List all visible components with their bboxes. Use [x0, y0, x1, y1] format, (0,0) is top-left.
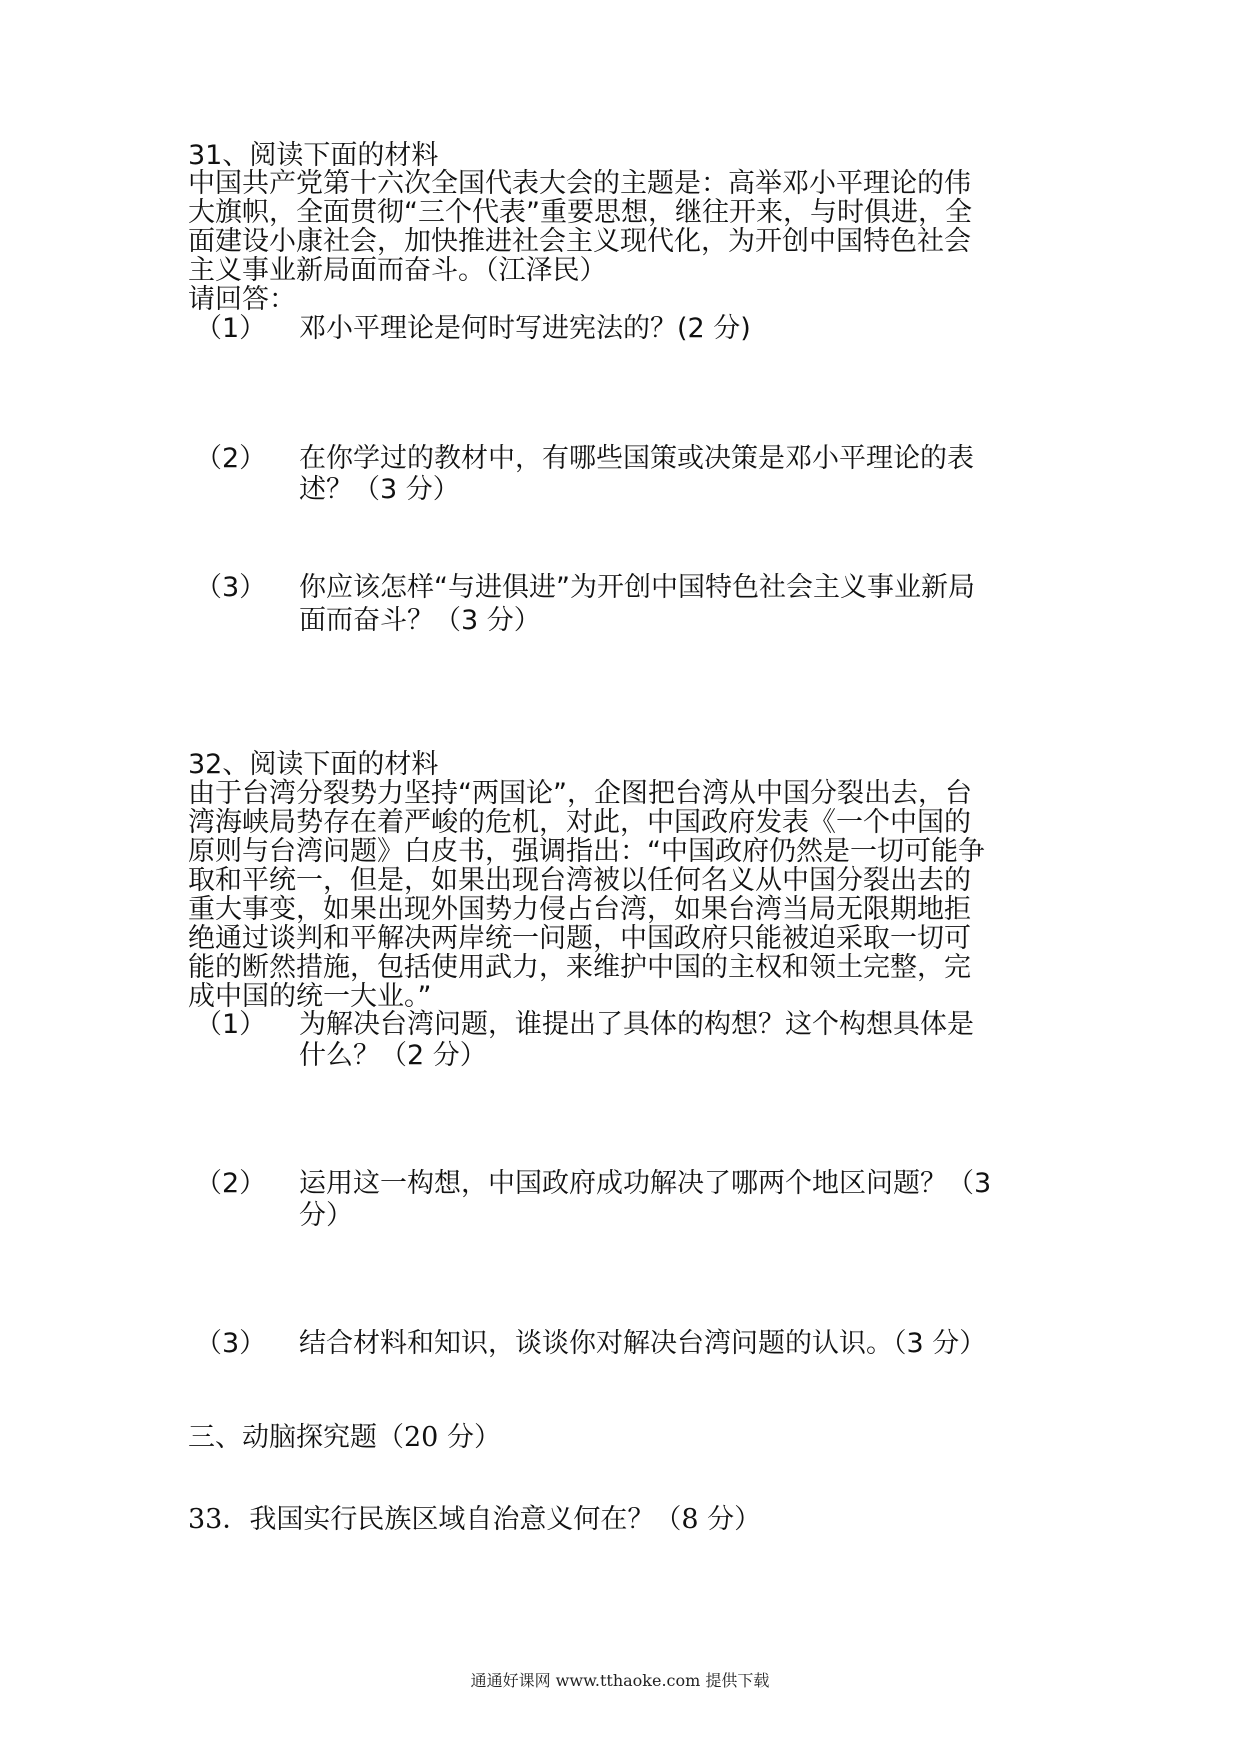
q32-item-1-number: （1）	[195, 1009, 267, 1040]
q31-item-2-text: 述？（3 分）	[299, 474, 460, 505]
q32-material-line: 成中国的统一大业。”	[188, 981, 432, 1012]
q32-material-line: 由于台湾分裂势力坚持“两国论”，企图把台湾从中国分裂出去，台	[188, 778, 972, 809]
q32-item-1-text: 为解决台湾问题，谁提出了具体的构想？这个构想具体是	[299, 1009, 974, 1040]
q31-material-line: 主义事业新局面而奋斗。（江泽民）	[188, 255, 607, 286]
q32-title: 32、阅读下面的材料	[188, 749, 439, 780]
q31-item-3-text: 面而奋斗？（3 分）	[299, 605, 541, 636]
q32-material-line: 重大事变，如果出现外国势力侵占台湾，如果台湾当局无限期地拒	[188, 894, 971, 925]
q32-item-3-number: （3）	[195, 1328, 267, 1359]
q31-item-2-text: 在你学过的教材中，有哪些国策或决策是邓小平理论的表	[299, 443, 974, 474]
q31-material-line: 大旗帜，全面贯彻“三个代表”重要思想，继往开来，与时俱进，全	[188, 197, 972, 228]
q32-item-2-text: 运用这一构想，中国政府成功解决了哪两个地区问题？（3	[299, 1168, 992, 1199]
q31-item-3-number: （3）	[195, 572, 267, 603]
q31-prompt: 请回答：	[188, 284, 296, 315]
q31-item-1-number: （1）	[195, 313, 267, 344]
q32-item-3-text: 结合材料和知识，谈谈你对解决台湾问题的认识。（3 分）	[299, 1328, 987, 1359]
q31-title: 31、阅读下面的材料	[188, 140, 439, 171]
q31-item-2-number: （2）	[195, 443, 267, 474]
q31-item-1-text: 邓小平理论是何时写进宪法的？(2 分)	[299, 313, 751, 344]
q32-item-1-text: 什么？（2 分）	[299, 1040, 487, 1071]
q31-material-line: 中国共产党第十六次全国代表大会的主题是：高举邓小平理论的伟	[188, 168, 971, 199]
q32-material-line: 能的断然措施，包括使用武力，来维护中国的主权和领土完整，完	[188, 952, 971, 983]
q31-material-line: 面建设小康社会，加快推进社会主义现代化，为开创中国特色社会	[188, 226, 971, 257]
q32-item-2-text: 分）	[299, 1200, 353, 1231]
q32-material-line: 湾海峡局势存在着严峻的危机，对此，中国政府发表《一个中国的	[188, 807, 971, 838]
q32-material-line: 绝通过谈判和平解决两岸统一问题，中国政府只能被迫采取一切可	[188, 923, 971, 954]
q32-material-line: 原则与台湾问题》白皮书，强调指出：“中国政府仍然是一切可能争	[188, 836, 985, 867]
page-footer: 通通好课网 www.tthaoke.com 提供下载	[470, 1671, 770, 1690]
section-3-heading: 三、动脑探究题（20 分）	[188, 1422, 501, 1453]
q31-item-3-text: 你应该怎样“与进俱进”为开创中国特色社会主义事业新局	[299, 572, 975, 603]
q33-text: 33．我国实行民族区域自治意义何在？（8 分）	[188, 1504, 762, 1535]
q32-material-line: 取和平统一，但是，如果出现台湾被以任何名义从中国分裂出去的	[188, 865, 971, 896]
q32-item-2-number: （2）	[195, 1168, 267, 1199]
